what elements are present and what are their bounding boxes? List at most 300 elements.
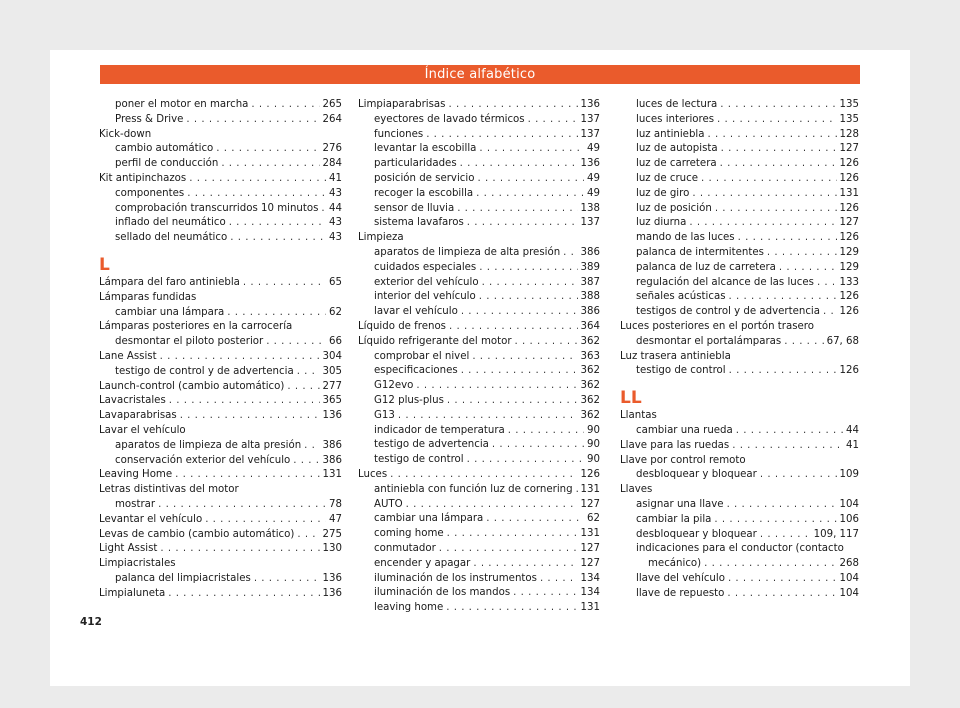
- index-entry-label: luz diurna: [636, 217, 687, 229]
- dot-leader: [186, 113, 319, 128]
- index-entry: [99, 98, 342, 113]
- dot-leader: [563, 246, 577, 261]
- dot-leader: [254, 572, 320, 587]
- index-entry: [620, 216, 859, 231]
- index-entry: [358, 142, 600, 157]
- index-entry-label: recoger la escobilla: [374, 187, 474, 199]
- index-entry: [99, 439, 342, 454]
- index-entry-label: llave del vehículo: [636, 572, 725, 584]
- dot-leader: [230, 231, 326, 246]
- dot-leader: [760, 528, 811, 543]
- index-entry-label: Leaving Home: [99, 469, 173, 481]
- index-entry-label: G12 plus-plus: [374, 394, 444, 406]
- index-entry-heading: Llantas: [620, 410, 657, 422]
- index-entry: [358, 276, 600, 291]
- index-entry: [620, 142, 859, 157]
- index-entry-label: coming home: [374, 528, 444, 540]
- index-entry-label: particularidades: [374, 158, 457, 170]
- index-entry-page: 106: [839, 513, 859, 525]
- dot-leader: [304, 439, 319, 454]
- dot-leader: [187, 187, 326, 202]
- dot-leader: [461, 364, 578, 379]
- index-entry-page: 134: [580, 572, 600, 584]
- index-entry-heading: Limpiacristales: [99, 558, 176, 570]
- index-entry-heading: Kick-down: [99, 128, 152, 140]
- index-entry-page: 133: [839, 276, 859, 288]
- index-entry-page: 131: [580, 483, 600, 495]
- index-entry-page: 305: [322, 365, 342, 377]
- index-entry-page: 43: [329, 232, 342, 244]
- index-entry: [99, 335, 342, 350]
- manual-page: [50, 50, 910, 686]
- dot-leader: [760, 468, 837, 483]
- dot-leader: [486, 512, 584, 527]
- index-entry-label: antiniebla con función luz de cornering: [374, 483, 573, 495]
- index-entry: [358, 512, 600, 527]
- index-entry-page: 41: [846, 439, 859, 451]
- index-entry-page: 104: [839, 498, 859, 510]
- index-entry: [358, 98, 600, 113]
- index-entry-label: indicador de temperatura: [374, 424, 505, 436]
- dot-leader: [701, 172, 837, 187]
- index-entry: [99, 454, 342, 469]
- index-entry: [99, 276, 342, 291]
- dot-leader: [406, 498, 578, 513]
- dot-leader: [221, 157, 319, 172]
- index-entry-label: Lavacristales: [99, 395, 166, 407]
- index-entry-label: aparatos de limpieza de alta presión: [374, 246, 561, 258]
- index-entry-page: 362: [580, 380, 600, 392]
- index-entry: [620, 187, 859, 202]
- index-entry: [99, 498, 342, 513]
- index-entry-label: conmutador: [374, 542, 436, 554]
- index-entry: [358, 305, 600, 320]
- index-entry-page: 131: [580, 528, 600, 540]
- index-entry-page: 127: [580, 498, 600, 510]
- index-entry-page: 44: [329, 202, 342, 214]
- dot-leader: [720, 157, 837, 172]
- index-entry-label: poner el motor en marcha: [115, 99, 249, 110]
- index-entry: [620, 513, 859, 528]
- index-entry: [620, 290, 859, 305]
- index-entry: [620, 364, 859, 379]
- dot-leader: [477, 172, 584, 187]
- dot-leader: [169, 394, 320, 409]
- index-entry-page: 265: [322, 99, 342, 110]
- index-entry: [358, 202, 600, 217]
- index-entry-label: Líquido refrigerante del motor: [358, 335, 512, 347]
- index-entry: [620, 98, 859, 113]
- index-entry-page: 65: [329, 276, 342, 288]
- dot-leader: [727, 587, 836, 602]
- index-entry-label: cambio automático: [115, 143, 214, 155]
- index-entry: [620, 231, 859, 246]
- index-entry-page: 131: [839, 187, 859, 199]
- index-entry-page: 126: [839, 172, 859, 184]
- index-entry: [99, 587, 342, 602]
- index-entry: [99, 157, 342, 172]
- index-entry-heading: indicaciones para el conductor (contacto: [636, 543, 844, 555]
- index-entry-page: 275: [322, 528, 342, 540]
- dot-leader: [168, 587, 319, 602]
- index-entry: [358, 394, 600, 409]
- dot-leader: [779, 261, 837, 276]
- index-entry-label: palanca de luz de carretera: [636, 261, 776, 273]
- index-entry: [358, 586, 600, 601]
- index-entry-label: Lane Assist: [99, 350, 157, 362]
- dot-leader: [293, 454, 319, 469]
- index-entry-label: encender y apagar: [374, 557, 471, 569]
- index-entry: [358, 246, 600, 261]
- index-entry-page: 389: [580, 261, 600, 273]
- index-entry: [358, 453, 600, 468]
- index-entry: [358, 113, 600, 128]
- dot-leader: [467, 216, 578, 231]
- dot-leader: [446, 601, 577, 616]
- index-entry-label: aparatos de limpieza de alta presión: [115, 439, 302, 451]
- index-entry: [620, 157, 859, 172]
- index-entry-page: 363: [580, 350, 600, 362]
- index-entry-label: asignar una llave: [636, 498, 724, 510]
- dot-leader: [728, 572, 837, 587]
- dot-leader: [416, 379, 577, 394]
- index-entry-label: señales acústicas: [636, 291, 726, 303]
- index-entry-label: eyectores de lavado térmicos: [374, 113, 525, 125]
- index-entry: [99, 513, 342, 528]
- index-entry: [99, 142, 342, 157]
- section-header: Índice alfabético: [100, 65, 860, 84]
- index-entry: [358, 172, 600, 187]
- index-entry-label: luces de lectura: [636, 99, 718, 110]
- index-entry: [358, 542, 600, 557]
- index-entry-label: iluminación de los mandos: [374, 587, 511, 599]
- dot-leader: [479, 290, 578, 305]
- index-entry-page: 268: [839, 558, 859, 570]
- index-entry-page: 135: [839, 113, 859, 125]
- index-entry-label: G13: [374, 409, 395, 421]
- index-entry-label: componentes: [115, 187, 185, 199]
- index-entry-page: 90: [587, 454, 600, 466]
- dot-leader: [439, 542, 578, 557]
- index-entry: [99, 306, 342, 321]
- dot-leader: [738, 231, 837, 246]
- index-entry-label: Launch-control (cambio automático): [99, 380, 285, 392]
- index-entry-label: comprobar el nivel: [374, 350, 470, 362]
- index-entry: [358, 527, 600, 542]
- dot-leader: [515, 335, 578, 350]
- index-entry: [620, 557, 859, 572]
- index-entry-page: 136: [322, 410, 342, 422]
- index-entry: [99, 113, 342, 128]
- index-entry: [620, 261, 859, 276]
- index-entry: [358, 557, 600, 572]
- index-entry-label: leaving home: [374, 602, 444, 614]
- index-entry-label: cambiar la pila: [636, 513, 712, 525]
- index-entry-page: 264: [322, 113, 342, 125]
- index-entry-label: testigos de control y de advertencia: [636, 306, 820, 318]
- index-column-1: [99, 98, 342, 602]
- dot-leader: [460, 157, 578, 172]
- index-entry-label: exterior del vehículo: [374, 276, 479, 288]
- dot-leader: [823, 305, 837, 320]
- index-entry-page: 138: [580, 202, 600, 214]
- index-entry: [358, 216, 600, 231]
- dot-leader: [482, 276, 578, 291]
- index-entry-page: 136: [580, 99, 600, 110]
- dot-leader: [251, 98, 319, 113]
- index-entry-page: 47: [329, 513, 342, 525]
- index-entry: [358, 572, 600, 587]
- index-entry-label: luz de posición: [636, 202, 712, 214]
- index-entry-page: 66: [329, 336, 342, 348]
- index-entry-page: 388: [580, 291, 600, 303]
- index-entry: [99, 202, 342, 217]
- index-entry-page: 49: [587, 187, 600, 199]
- index-entry: [358, 379, 600, 394]
- index-entry-page: 362: [580, 394, 600, 406]
- dot-leader: [467, 453, 584, 468]
- index-entry: [99, 231, 342, 246]
- dot-leader: [689, 216, 836, 231]
- index-entry: [358, 187, 600, 202]
- index-entry-page: 41: [329, 172, 342, 184]
- index-entry-label: Líquido de frenos: [358, 320, 446, 332]
- index-entry-label: testigo de control: [636, 365, 726, 377]
- index-entry: [99, 350, 342, 365]
- index-entry: [99, 394, 342, 409]
- dot-leader: [576, 483, 578, 498]
- index-entry: [358, 157, 600, 172]
- index-entry: [620, 246, 859, 261]
- index-entry-heading: Llave por control remoto: [620, 454, 746, 466]
- dot-leader: [321, 202, 326, 217]
- index-entry-label: Luces: [358, 468, 388, 480]
- dot-leader: [717, 113, 837, 128]
- index-entry-page: 126: [839, 158, 859, 170]
- dot-leader: [692, 187, 836, 202]
- index-entry-page: 126: [839, 306, 859, 318]
- index-entry: [620, 587, 859, 602]
- index-entry-label: llave de repuesto: [636, 587, 725, 599]
- index-entry-label: iluminación de los instrumentos: [374, 572, 537, 584]
- index-entry-page: 136: [580, 158, 600, 170]
- index-entry-page: 276: [322, 143, 342, 155]
- dot-leader: [784, 335, 823, 350]
- index-entry-page: 137: [580, 128, 600, 140]
- dot-leader: [727, 498, 837, 513]
- index-entry: [99, 409, 342, 424]
- index-entry-label: Limpiaparabrisas: [358, 99, 446, 110]
- index-entry-label: desbloquear y bloquear: [636, 528, 757, 540]
- index-entry-label: desbloquear y bloquear: [636, 469, 757, 481]
- index-entry: [358, 438, 600, 453]
- index-entry: [99, 365, 342, 380]
- dot-leader: [205, 513, 326, 528]
- index-entry-page: 126: [839, 291, 859, 303]
- dot-leader: [216, 142, 319, 157]
- dot-leader: [457, 202, 577, 217]
- index-entry-page: 362: [580, 409, 600, 421]
- dot-leader: [708, 128, 837, 143]
- index-entry-label: AUTO: [374, 498, 403, 510]
- index-entry-label: sistema lavafaros: [374, 217, 464, 229]
- index-entry-page: 129: [839, 261, 859, 273]
- index-entry-page: 131: [322, 469, 342, 481]
- index-entry-page: 131: [580, 602, 600, 614]
- dot-leader: [229, 216, 326, 231]
- index-entry-label: Limpialuneta: [99, 587, 166, 599]
- dot-leader: [398, 409, 578, 424]
- dot-leader: [426, 128, 577, 143]
- dot-leader: [390, 468, 577, 483]
- index-entry-page: 127: [580, 542, 600, 554]
- index-entry-page: 362: [580, 365, 600, 377]
- dot-leader: [472, 350, 577, 365]
- index-entry: [358, 468, 600, 483]
- index-entry-label: conservación exterior del vehículo: [115, 454, 291, 466]
- index-entry-label: mando de las luces: [636, 232, 735, 244]
- index-entry-page: 104: [839, 572, 859, 584]
- index-entry-label: luz de cruce: [636, 172, 698, 184]
- index-entry-page: 386: [322, 439, 342, 451]
- dot-leader: [227, 306, 326, 321]
- index-entry-page: 126: [839, 365, 859, 377]
- index-entry-page: 387: [580, 276, 600, 288]
- index-entry: [358, 364, 600, 379]
- index-entry-label: testigo de control: [374, 454, 464, 466]
- dot-leader: [287, 380, 319, 395]
- index-entry: [99, 380, 342, 395]
- index-entry-heading: Llaves: [620, 484, 653, 496]
- index-entry-page: 137: [580, 113, 600, 125]
- index-entry-heading: Lámparas posteriores en la carrocería: [99, 321, 293, 333]
- dot-leader: [528, 113, 578, 128]
- index-entry-label: Llave para las ruedas: [620, 439, 730, 451]
- index-entry: [358, 409, 600, 424]
- index-entry: [620, 572, 859, 587]
- index-entry-page: 62: [329, 306, 342, 318]
- index-entry-page: 44: [846, 424, 859, 436]
- index-entry-page: 364: [580, 320, 600, 332]
- index-entry: [620, 528, 859, 543]
- index-entry-page: 128: [839, 128, 859, 140]
- index-entry-label: testigo de control y de advertencia: [115, 365, 294, 377]
- index-entry-page: 136: [322, 587, 342, 599]
- index-letter-heading: L: [99, 254, 110, 275]
- index-entry-label: palanca de intermitentes: [636, 246, 764, 258]
- index-column-3: [620, 98, 859, 602]
- dot-leader: [160, 542, 319, 557]
- index-entry-label: inflado del neumático: [115, 217, 226, 229]
- index-entry-heading: Lavar el vehículo: [99, 424, 186, 436]
- index-entry-label: cambiar una lámpara: [115, 306, 225, 318]
- index-entry-page: 67, 68: [826, 335, 859, 347]
- index-entry-label: luces interiores: [636, 113, 715, 125]
- dot-leader: [158, 498, 326, 513]
- dot-leader: [715, 202, 837, 217]
- index-entry-page: 104: [839, 587, 859, 599]
- dot-leader: [297, 365, 320, 380]
- dot-leader: [448, 98, 577, 113]
- index-entry-label: Levas de cambio (cambio automático): [99, 528, 295, 540]
- index-entry-page: 135: [839, 99, 859, 110]
- index-entry-page: 49: [587, 172, 600, 184]
- index-entry-label: sensor de lluvia: [374, 202, 455, 214]
- index-entry-page: 137: [580, 217, 600, 229]
- index-entry: [620, 128, 859, 143]
- dot-leader: [189, 172, 326, 187]
- index-entry-page: 134: [580, 587, 600, 599]
- index-letter-heading: LL: [620, 388, 642, 409]
- index-entry-label: palanca del limpiacristales: [115, 572, 251, 584]
- dot-leader: [447, 527, 578, 542]
- index-entry: [99, 572, 342, 587]
- page-number: 412: [80, 616, 102, 628]
- index-entry-heading: Luz trasera antiniebla: [620, 350, 731, 362]
- dot-leader: [513, 586, 577, 601]
- dot-leader: [714, 513, 836, 528]
- index-entry-label: regulación del alcance de las luces: [636, 276, 814, 288]
- index-entry-page: 362: [580, 335, 600, 347]
- index-entry-label: Lavaparabrisas: [99, 410, 177, 422]
- dot-leader: [180, 409, 320, 424]
- index-entry: [99, 187, 342, 202]
- index-entry: [358, 335, 600, 350]
- index-entry: [358, 483, 600, 498]
- index-entry-label: Kit antipinchazos: [99, 172, 187, 184]
- index-entry-heading: Limpieza: [358, 232, 404, 244]
- index-entry-page: 130: [322, 543, 342, 555]
- index-entry: [358, 128, 600, 143]
- dot-leader: [492, 438, 584, 453]
- index-entry-page: 43: [329, 217, 342, 229]
- index-entry: [620, 468, 859, 483]
- index-entry-label: cuidados especiales: [374, 261, 477, 273]
- dot-leader: [447, 394, 578, 409]
- index-entry-label: cambiar una lámpara: [374, 513, 484, 525]
- index-entry-page: 127: [580, 557, 600, 569]
- index-entry-page: 284: [322, 158, 342, 170]
- index-entry-label: desmontar el piloto posterior: [115, 336, 264, 348]
- dot-leader: [817, 276, 837, 291]
- dot-leader: [243, 276, 326, 291]
- index-entry-page: 43: [329, 187, 342, 199]
- index-entry-label: testigo de advertencia: [374, 439, 489, 451]
- index-entry-label: perfil de conducción: [115, 158, 219, 170]
- dot-leader: [266, 335, 326, 350]
- index-entry: [620, 202, 859, 217]
- dot-leader: [736, 424, 843, 439]
- index-entry-label: Press & Drive: [115, 113, 184, 125]
- index-entry-label: G12evo: [374, 380, 414, 392]
- index-entry: [620, 113, 859, 128]
- index-entry-page: 126: [580, 468, 600, 480]
- index-entry-label: cambiar una rueda: [636, 424, 733, 436]
- index-entry: [358, 601, 600, 616]
- index-entry-page: 109, 117: [813, 528, 859, 540]
- dot-leader: [729, 364, 837, 379]
- index-entry-page: 127: [839, 217, 859, 229]
- index-entry: [620, 424, 859, 439]
- dot-leader: [461, 305, 578, 320]
- index-entry-heading: Luces posteriores en el portón trasero: [620, 320, 814, 332]
- index-entry: [620, 335, 859, 350]
- index-entry-page: 49: [587, 143, 600, 155]
- dot-leader: [473, 557, 577, 572]
- index-entry: [99, 528, 342, 543]
- dot-leader: [160, 350, 320, 365]
- index-entry: [99, 468, 342, 483]
